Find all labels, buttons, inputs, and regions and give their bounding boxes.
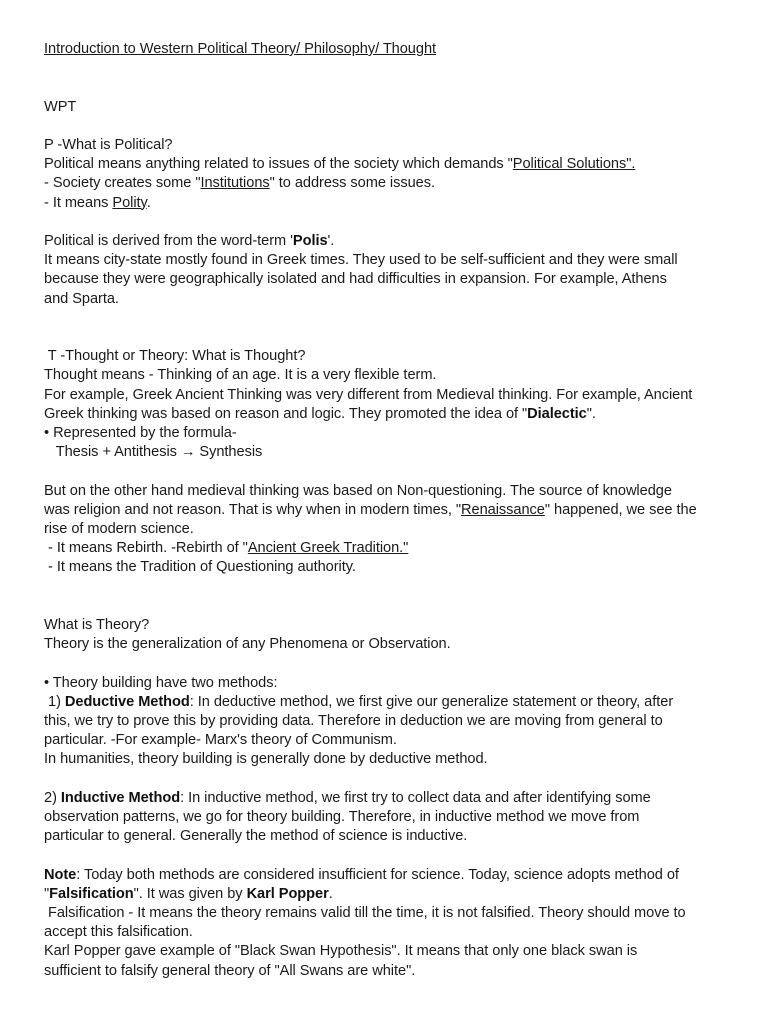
inductive-method-term: Inductive Method (60, 789, 181, 806)
institutions-term: Institutions (200, 175, 270, 192)
text-span: ". (586, 405, 596, 422)
text-span: " (44, 885, 50, 902)
paragraph-line (44, 866, 734, 885)
formula-line: Thesis + Antithesis → Synthesis (44, 444, 263, 461)
paragraph-line: this, we try to prove this by providing data. Therefore in deduction we are moving from general to (44, 712, 663, 729)
karl-popper-term: Karl Popper (246, 885, 329, 902)
paragraph-line: Falsification - It means the theory remains valid till the time, it is not falsified. Theory should move to (44, 904, 686, 921)
paragraph-line: and Sparta. (44, 290, 119, 307)
text-span: : In inductive method, we first try to collect data and after identifying some (180, 789, 651, 806)
text-span: " happened, we see the (544, 501, 697, 518)
bullet-line: • Theory building have two methods: (44, 674, 278, 691)
text-span: ". It was given by (133, 885, 247, 902)
paragraph-line: For example, Greek Ancient Thinking was very different from Medieval thinking. For example, Ancient (44, 386, 693, 403)
paragraph-line: accept this falsification. (44, 924, 193, 941)
text-span: : Today both methods are considered insufficient for science. Today, science adopts method of (76, 866, 679, 883)
paragraph-line (44, 194, 734, 213)
deductive-method-term: Deductive Method (64, 693, 190, 710)
text-span: Political means anything related to issues of the society which demands " (44, 156, 513, 173)
text-span: . (146, 194, 151, 211)
text-span: Greek thinking was based on reason and logic. They promoted the idea of " (44, 405, 528, 422)
text-span: - It means (44, 194, 113, 211)
paragraph-line (44, 539, 734, 558)
paragraph-line: rise of modern science. (44, 520, 194, 537)
paragraph-line: Thought means - Thinking of an age. It is a very flexible term. (44, 367, 437, 384)
paragraph-line (44, 501, 734, 520)
paragraph-line: because they were geographically isolated and had difficulties in expansion. For example, Athens (44, 271, 667, 288)
paragraph-line: Theory is the generalization of any Phenomena or Observation. (44, 636, 451, 653)
note-term: Note (44, 866, 77, 883)
polity-term: Polity (112, 194, 147, 211)
document-title: Introduction to Western Political Theory/ Philosophy/ Thought (44, 41, 437, 57)
dialectic-term: Dialectic (527, 405, 587, 422)
text-span: " to address some issues. (269, 175, 435, 192)
paragraph-line (44, 789, 734, 808)
renaissance-term: Renaissance (461, 501, 545, 518)
document-page (44, 40, 734, 981)
falsification-term: Falsification (49, 885, 134, 902)
text-span: '. (327, 232, 335, 249)
paragraph-line: sufficient to falsify general theory of "All Swans are white". (44, 962, 416, 979)
paragraph-line: Karl Popper gave example of "Black Swan Hypothesis". It means that only one black swan is (44, 943, 638, 960)
paragraph-line (44, 174, 734, 193)
paragraph-line: particular to general. Generally the method of science is inductive. (44, 828, 468, 845)
text-span: - Society creates some " (44, 175, 201, 192)
text-span: Political is derived from the word-term ' (44, 232, 293, 249)
text-span: - It means Rebirth. -Rebirth of " (44, 540, 248, 557)
text-span: : In deductive method, we first give our generalize statement or theory, after (189, 693, 674, 710)
paragraph-line: But on the other hand medieval thinking was based on Non-questioning. The source of knowledge (44, 482, 672, 499)
paragraph-line: It means city-state mostly found in Greek times. They used to be self-sufficient and they were small (44, 252, 678, 269)
text-span: 2) (44, 789, 61, 806)
paragraph-line: In humanities, theory building is generally done by deductive method. (44, 751, 488, 768)
paragraph-line (44, 885, 734, 904)
paragraph-line (44, 155, 734, 174)
paragraph-line: particular. -For example- Marx's theory of Communism. (44, 732, 397, 749)
text-span: 1) (44, 693, 65, 710)
wpt-label: WPT (44, 98, 77, 115)
thought-heading: T -Thought or Theory: What is Thought? (44, 348, 306, 365)
paragraph-line (44, 693, 734, 712)
paragraph-line (44, 232, 734, 251)
theory-heading: What is Theory? (44, 616, 150, 633)
text-span: . (328, 885, 333, 902)
polis-term: Polis (292, 232, 328, 249)
paragraph-line: - It means the Tradition of Questioning authority. (44, 559, 356, 576)
ancient-greek-tradition-term: Ancient Greek Tradition." (247, 540, 409, 557)
paragraph-line: observation patterns, we go for theory building. Therefore, in inductive method we move from (44, 808, 640, 825)
political-heading: P -What is Political? (44, 136, 173, 153)
text-span: was religion and not reason. That is why when in modern times, " (44, 501, 462, 518)
bullet-line: • Represented by the formula- (44, 424, 237, 441)
paragraph-line (44, 405, 734, 424)
political-solutions-term: Political Solutions". (512, 156, 636, 173)
